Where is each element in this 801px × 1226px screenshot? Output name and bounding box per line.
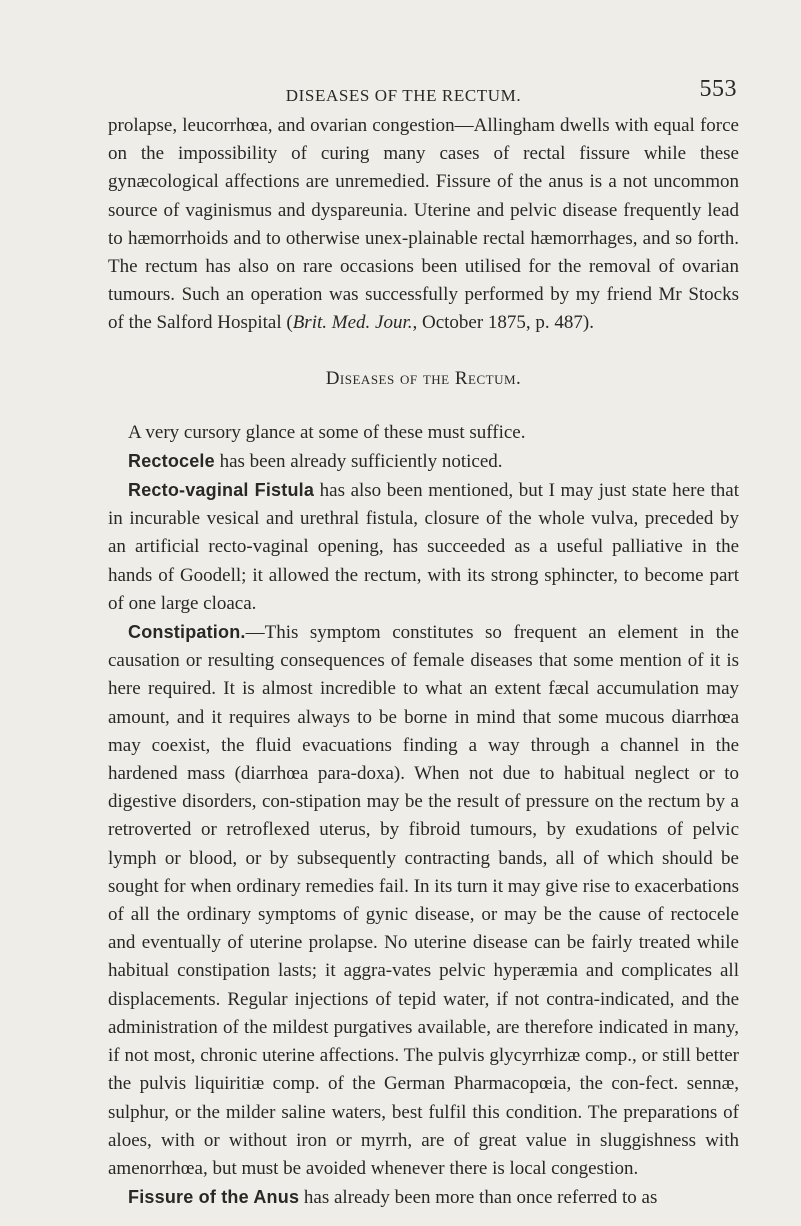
paragraph-rectocele — [108, 447, 739, 476]
paragraph-fissure — [108, 1183, 739, 1212]
fissure-text: has already been more than once referred to as — [299, 1187, 658, 1209]
constipation-text: —This symptom constitutes so frequent an element in the causation or resulting consequences of female diseases that some mention of it is here required. It is almost incredible to what an extent fæcal accumulation may amount, and it requires always to be borne in mind that some mucous diarrhœa may coexist, the fluid evacuations finding a way through a channel in the hardened mass (diarrhœa para-doxa). When not due to habitual neglect or to digestive disorders, con-stipation may be the result of pressure on the rectum by a retroverted or retroflexed uterus, by fibroid tumours, by exudations of pelvic lymph or blood, or by subsequently contracting bands, all of which should be sought for when ordinary remedies fail. In its turn it may give rise to exacerbations of all the ordinary symptoms of gynic disease, or may be the cause of rectocele and eventually of uterine prolapse. No uterine disease can be fairly treated while habitual constipation lasts; it aggra-vates pelvic hyperæmia and complicates all displacements. Regular injections of tepid water, if not contra-indicated, and the administration of the mildest purgatives available, are therefore indicated in many, if not most, chronic uterine affections. The pulvis glycyrrhizæ comp., or still better the pulvis liquiritiæ comp. of the German Pharmacopœia, the con-fect. sennæ, sulphur, or the milder saline waters, best fulfil this condition. The preparations of aloes, with or without iron or myrrh, are of great value in sluggishness with amenorrhœa, but must be avoided whenever there is local congestion. — [108, 622, 739, 1179]
journal-citation: Brit. Med. Jour. — [292, 312, 413, 334]
running-title: DISEASES OF THE RECTUM. — [285, 86, 522, 105]
term-fissure-of-the-anus: Fissure of the Anus — [128, 1187, 300, 1208]
section-heading: Diseases of the Rectum. — [325, 367, 522, 389]
term-rectocele: Rectocele — [128, 450, 215, 471]
running-header — [108, 72, 739, 112]
intro-text-end: , October 1875, p. 487). — [412, 312, 595, 334]
paragraph-cursory-glance: A very cursory glance at some of these must suffice. — [128, 421, 526, 443]
intro-text: prolapse, leucorrhœa, and ovarian congestion—Allingham dwells with equal force on the impossibility of curing many cases of rectal fissure while these gynæcological affections are unremedied. Fissure of the anus is a not uncommon source of vaginismus and dyspareunia. Uterine and pelvic disease frequently lead to hæmorrhoids and to otherwise unex-plainable rectal hæmorrhages, and so forth. The rectum has also on rare occasions been utilised for the removal of ovarian tumours. Such an operation was successfully performed by my friend Mr Stocks of the Salford Hospital ( — [108, 115, 739, 334]
term-recto-vaginal-fistula: Recto-vaginal Fistula — [128, 480, 315, 501]
intro-paragraph — [108, 112, 739, 338]
rectocele-text: has been already sufficiently noticed. — [214, 450, 503, 472]
page-number: 553 — [699, 76, 737, 102]
recto-vaginal-fistula-text: has also been mentioned, but I may just state here that in incurable vesical and urethral fistula, closure of the whole vulva, preceded by an artificial recto-vaginal opening, has succeeded as a useful palliative in the hands of Goodell; it allowed the rectum, with its strong sphincter, to become part of one large cloaca. — [108, 480, 739, 614]
paragraph-constipation — [108, 618, 739, 1183]
paragraph-recto-vaginal-fistula — [108, 476, 739, 618]
body-text — [108, 112, 739, 1212]
term-constipation: Constipation. — [128, 622, 246, 643]
